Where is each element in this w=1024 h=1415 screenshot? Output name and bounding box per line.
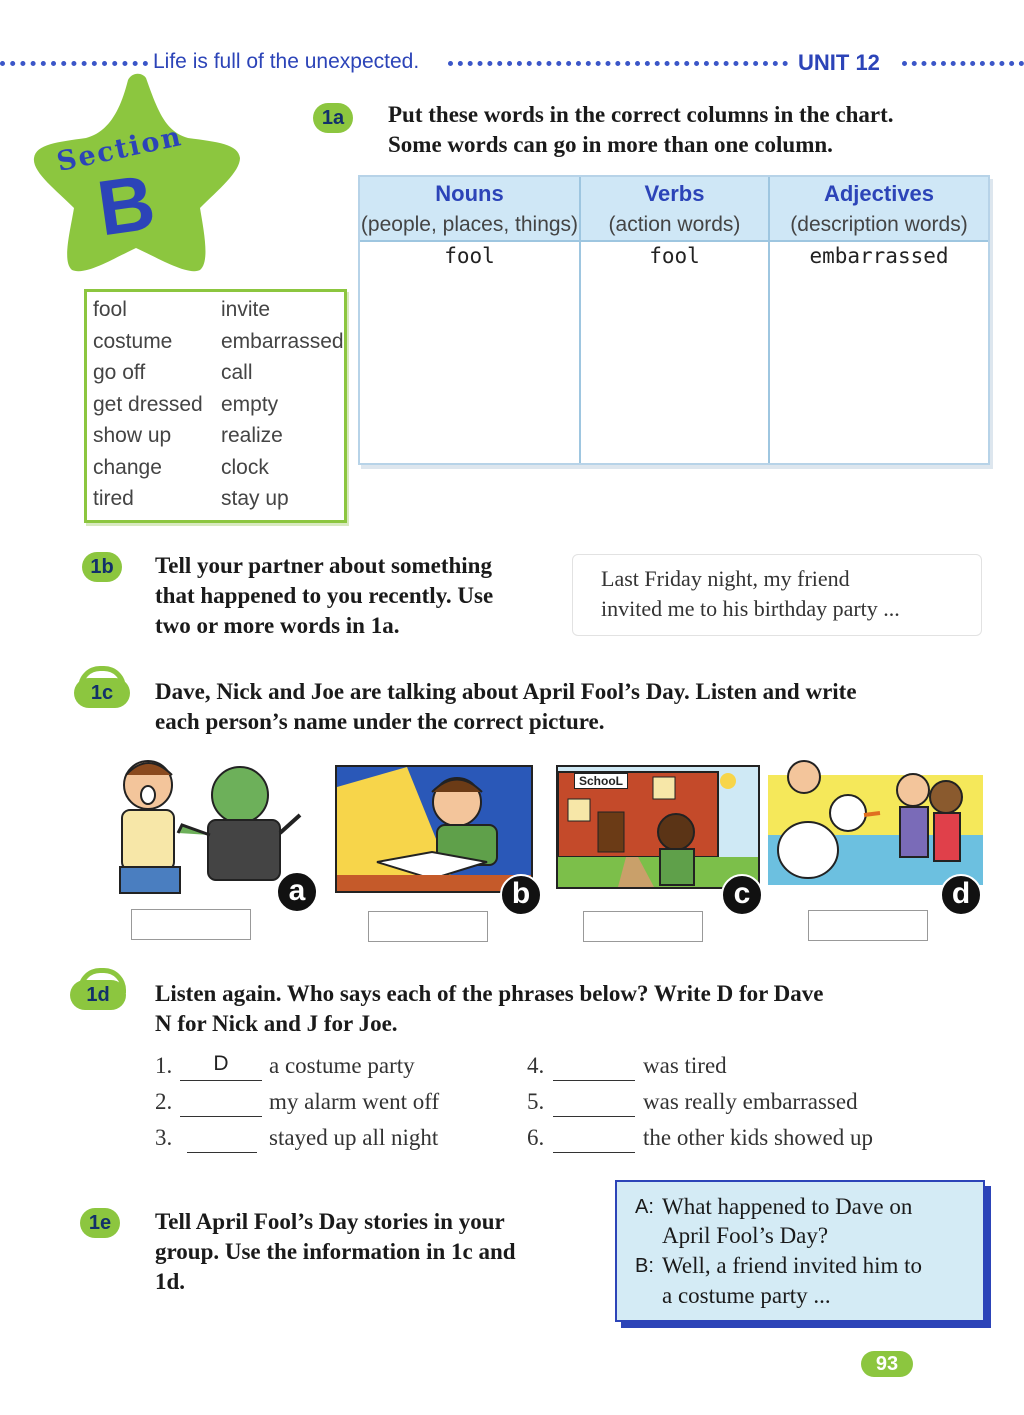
- header-dots-right: [902, 61, 1024, 66]
- item-number: 4.: [527, 1053, 545, 1078]
- speaker-label: B:: [635, 1255, 654, 1277]
- picture-letter-b: b: [500, 874, 542, 916]
- word: go off: [93, 361, 146, 384]
- studying-boy-illustration-icon: [337, 767, 531, 891]
- word: show up: [93, 424, 172, 447]
- speech-box: [572, 554, 982, 636]
- badge-1d: 1d: [70, 980, 126, 1010]
- answer-box-d[interactable]: [808, 910, 928, 941]
- item-number: 1.: [155, 1053, 173, 1078]
- badge-1c: 1c: [74, 678, 130, 708]
- ex1a-instruction-line2: Some words can go in more than one column.: [388, 132, 833, 157]
- word: embarrassed: [221, 330, 344, 353]
- picture-b: [335, 765, 533, 893]
- ex1c-instruction-line: each person’s name under the correct picture.: [155, 709, 605, 734]
- word: stay up: [221, 487, 289, 510]
- dialog-line: Well, a friend invited him to: [662, 1253, 923, 1278]
- header-title: Life is full of the unexpected.: [153, 50, 420, 73]
- word: fool: [93, 298, 127, 321]
- section-label: Section: [54, 121, 186, 178]
- answer-box-c[interactable]: [583, 911, 703, 942]
- answer-box-b[interactable]: [368, 911, 488, 942]
- badge-1b: 1b: [82, 552, 122, 582]
- speech-line: invited me to his birthday party ...: [601, 596, 900, 621]
- word: costume: [93, 330, 173, 353]
- ex1d-instruction-line2: N for Nick and J for Joe.: [155, 1011, 398, 1036]
- column-sub-nouns: (people, places, things): [360, 213, 579, 236]
- unit-label: UNIT 12: [798, 50, 880, 75]
- answer-blank-1[interactable]: D: [180, 1052, 262, 1081]
- section-star: [28, 72, 243, 277]
- column-example-nouns: fool: [444, 244, 495, 268]
- section-letter: B: [92, 157, 161, 253]
- phrase-text: was tired: [643, 1053, 727, 1078]
- word: call: [221, 361, 253, 384]
- column-example-verbs: fool: [649, 244, 700, 268]
- word: clock: [221, 456, 269, 479]
- word: invite: [221, 298, 271, 321]
- column-title-nouns: Nouns: [435, 181, 504, 206]
- item-number: 5.: [527, 1089, 545, 1114]
- column-title-verbs: Verbs: [644, 181, 705, 206]
- dialog-line: April Fool’s Day?: [662, 1223, 829, 1248]
- ex1d-instruction-line1: Listen again. Who says each of the phrases below? Write D for Dave: [155, 981, 824, 1006]
- word: realize: [221, 424, 283, 447]
- word: get dressed: [93, 393, 203, 416]
- header-dots-mid: [448, 61, 788, 66]
- answer-blank-4[interactable]: [553, 1052, 635, 1081]
- speaker-label: A:: [635, 1196, 654, 1218]
- ex1b-instruction-line: two or more words in 1a.: [155, 613, 400, 638]
- word: empty: [221, 393, 279, 416]
- snowman-costume-illustration-icon: [768, 755, 983, 885]
- dialog-box: [615, 1180, 985, 1322]
- phrase-text: was really embarrassed: [643, 1089, 858, 1114]
- word: tired: [93, 487, 134, 510]
- phrase-text: stayed up all night: [269, 1125, 439, 1150]
- column-sub-verbs: (action words): [608, 213, 741, 236]
- picture-c: [556, 765, 760, 889]
- page-number: 93: [861, 1351, 913, 1377]
- dialog-line: What happened to Dave on: [662, 1194, 913, 1219]
- ex1e-instruction-line: group. Use the information in 1c and: [155, 1239, 516, 1264]
- picture-letter-c: c: [721, 874, 763, 916]
- phrase-text: my alarm went off: [269, 1089, 440, 1114]
- ex1b-instruction-line: Tell your partner about something: [155, 553, 492, 578]
- answer-blank-6[interactable]: [553, 1124, 635, 1153]
- word-chart: [358, 175, 990, 465]
- answer-blank-5[interactable]: [553, 1088, 635, 1117]
- chart-header-divider: [360, 240, 988, 242]
- word-box: [84, 289, 347, 523]
- ex1b-instruction-line: that happened to you recently. Use: [155, 583, 494, 608]
- phrase-text: a costume party: [269, 1053, 415, 1078]
- header-dots-left: [0, 61, 148, 66]
- school-sign: SchooL: [574, 773, 628, 789]
- answer-blank-3[interactable]: [187, 1124, 257, 1153]
- column-sub-adjectives: (description words): [790, 213, 968, 236]
- badge-1e: 1e: [80, 1208, 120, 1238]
- answer-blank-2[interactable]: [180, 1088, 262, 1117]
- picture-letter-a: a: [276, 871, 318, 913]
- item-number: 2.: [155, 1089, 173, 1114]
- picture-d: [768, 755, 983, 910]
- column-example-adjectives: embarrassed: [809, 244, 949, 268]
- monster-scare-illustration-icon: [90, 755, 305, 895]
- column-title-adjectives: Adjectives: [823, 181, 935, 206]
- ex1a-instruction-line1: Put these words in the correct columns in the chart.: [388, 102, 894, 127]
- dialog-line: a costume party ...: [662, 1283, 831, 1308]
- word: change: [93, 456, 162, 479]
- phrase-text: the other kids showed up: [643, 1125, 873, 1150]
- item-number: 3.: [155, 1125, 173, 1150]
- badge-1a: 1a: [313, 103, 353, 133]
- item-number: 6.: [527, 1125, 545, 1150]
- picture-a: [90, 755, 306, 907]
- ex1e-instruction-line: Tell April Fool’s Day stories in your: [155, 1209, 505, 1234]
- ex1e-instruction-line: 1d.: [155, 1269, 186, 1294]
- picture-letter-d: d: [940, 874, 982, 916]
- ex1c-instruction-line: Dave, Nick and Joe are talking about April Fool’s Day. Listen and write: [155, 679, 857, 704]
- answer-box-a[interactable]: [131, 909, 251, 940]
- speech-line: Last Friday night, my friend: [601, 566, 850, 591]
